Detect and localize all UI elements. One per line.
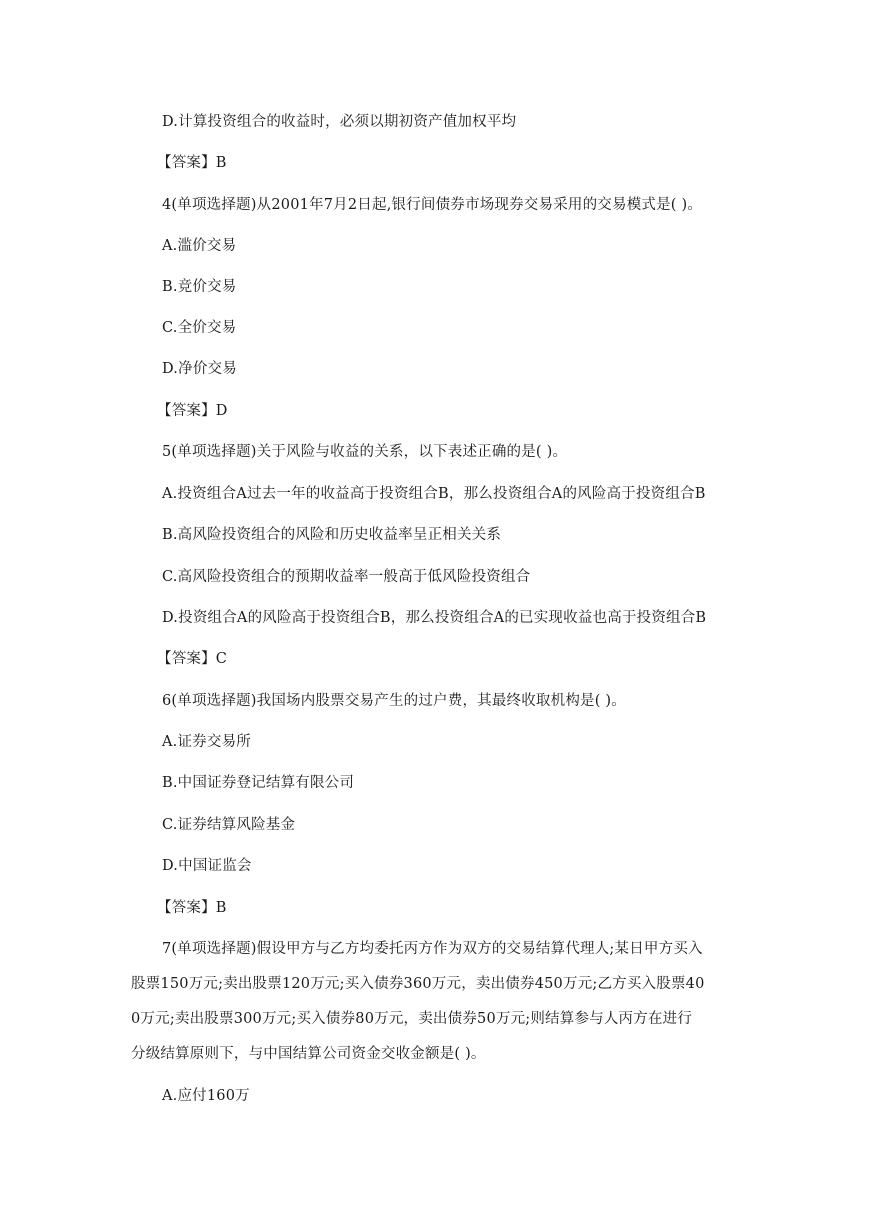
question-4: 4(单项选择题)从2001年7月2日起,银行间债券市场现券交易采用的交易模式是( )。 [162, 197, 703, 213]
option-5d: D.投资组合A的风险高于投资组合B，那么投资组合A的已实现收益也高于投资组合B [162, 610, 707, 626]
answer-3: 【答案】B [157, 155, 227, 171]
option-6c: C.证券结算风险基金 [162, 817, 296, 833]
option-3d: D.计算投资组合的收益时，必须以期初资产值加权平均 [162, 114, 517, 130]
question-6: 6(单项选择题)我国场内股票交易产生的过户费，其最终收取机构是( )。 [162, 693, 626, 709]
option-5a: A.投资组合A过去一年的收益高于投资组合B，那么投资组合A的风险高于投资组合B [162, 486, 706, 502]
option-5b: B.高风险投资组合的风险和历史收益率呈正相关关系 [162, 527, 502, 543]
option-7a: A.应付160万 [162, 1088, 250, 1104]
option-6a: A.证券交易所 [162, 734, 251, 750]
option-4a: A.滥价交易 [162, 238, 237, 254]
question-7-line-2: 股票150万元;卖出股票120万元;买入债券360万元，卖出债券450万元;乙方买入股票40 [131, 976, 705, 992]
option-4d: D.净价交易 [162, 361, 237, 377]
answer-6: 【答案】B [157, 900, 227, 916]
option-6b: B.中国证券登记结算有限公司 [162, 775, 355, 791]
question-7-line-4: 分级结算原则下，与中国结算公司资金交收金额是( )。 [131, 1046, 486, 1062]
option-6d: D.中国证监会 [162, 858, 252, 874]
answer-5: 【答案】C [157, 651, 228, 667]
option-4b: B.竞价交易 [162, 279, 237, 295]
question-7-line-1: 7(单项选择题)假设甲方与乙方均委托丙方作为双方的交易结算代理人;某日甲方买入 [162, 941, 703, 957]
answer-4: 【答案】D [157, 403, 228, 419]
option-4c: C.全价交易 [162, 320, 237, 336]
question-5: 5(单项选择题)关于风险与收益的关系，以下表述正确的是( )。 [162, 444, 568, 460]
question-7-line-3: 0万元;卖出股票300万元;买入债券80万元，卖出债券50万元;则结算参与人丙方在进行 [131, 1011, 693, 1027]
option-5c: C.高风险投资组合的预期收益率一般高于低风险投资组合 [162, 569, 531, 585]
